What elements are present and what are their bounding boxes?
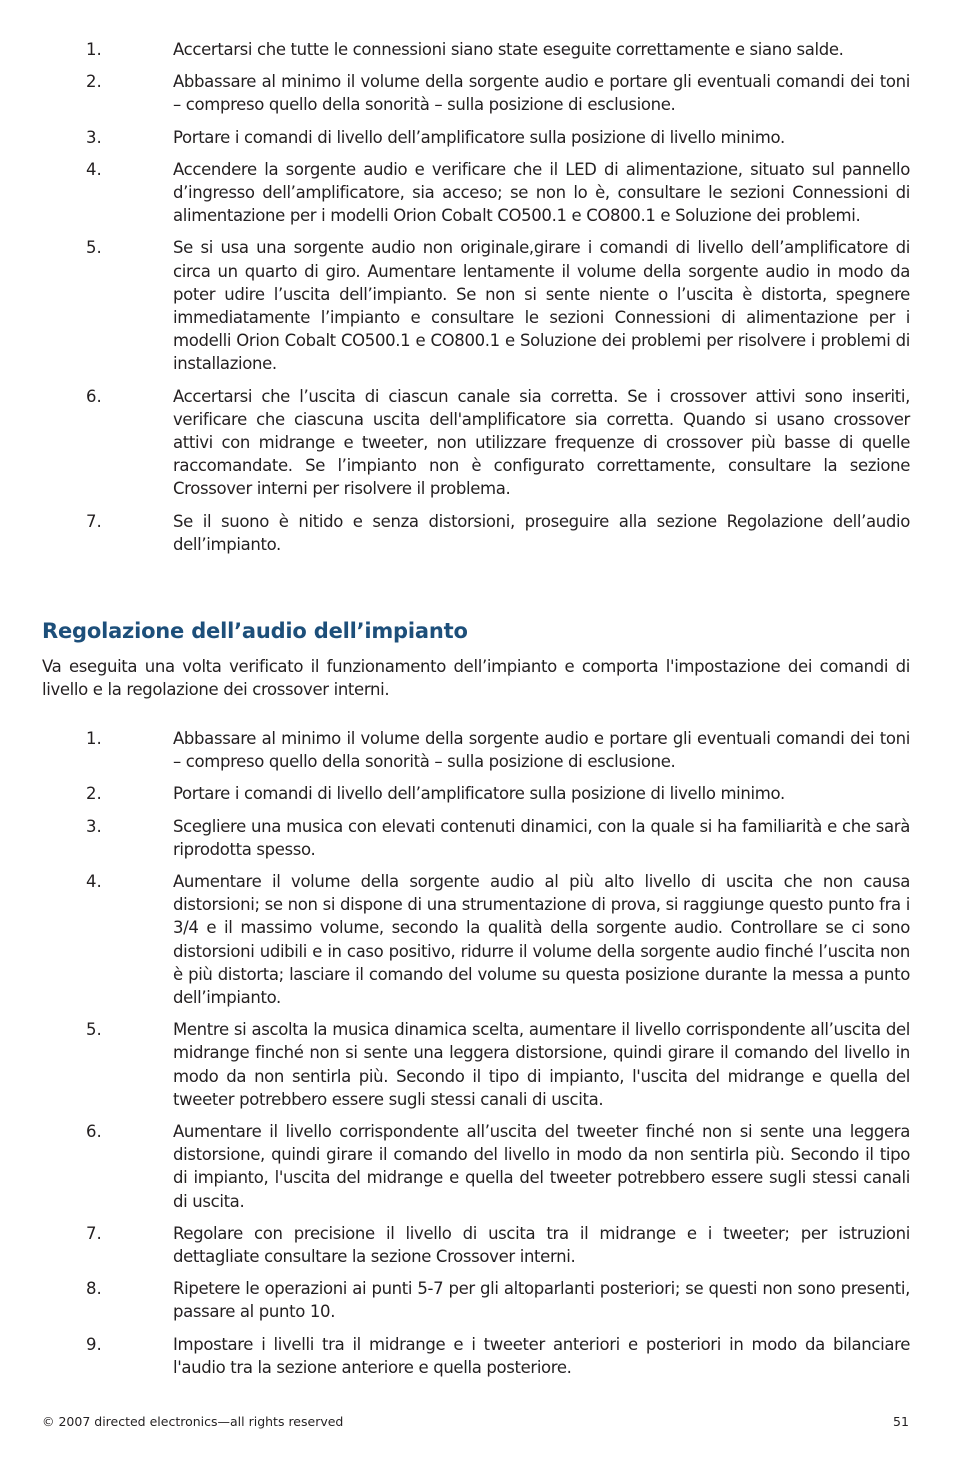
item-number: 7. [86,511,102,531]
item-number: 3. [86,816,102,836]
list-item [0,236,954,375]
item-text: Accendere la sorgente audio e verificare che il LED di alimentazione, situato sul pannello d’ingresso dell’amplificatore, sia acceso; se non lo è, consultare le sezioni Connessioni di alimentazione per i modelli Orion Cobalt CO500.1 e CO800.1 e Soluzione dei problemi. [173,159,910,226]
section-intro: Va eseguita una volta verificato il funzionamento dell’impianto e comporta l'impostazione dei comandi di livello e la regolazione dei crossover interni. [42,657,910,700]
item-text: Se si usa una sorgente audio non originale,girare i comandi di livello dell’amplificatore di circa un quarto di giro. Aumentare lentamente il volume della sorgente audio in modo da poter udire l’uscita dell’impianto. Se non si sente niente o l’uscita è distorta, spegnere immediatamente l’impianto e consultare le sezioni Connessioni di alimentazione per i modelli Orion Cobalt CO500.1 e CO800.1 e Soluzione dei problemi per risolvere i problemi di installazione. [173,238,910,374]
item-text: Accertarsi che tutte le connessioni siano state eseguite correttamente e siano salde. [173,40,844,59]
item-text: Regolare con precisione il livello di uscita tra il midrange e i tweeter; per istruzioni dettagliate consultare la sezione Crossover interni. [173,1223,910,1267]
item-text: Impostare i livelli tra il midrange e i tweeter anteriori e posteriori in modo da bilanciare l'audio tra la sezione anteriore e quella posteriore. [173,1334,910,1377]
item-number: 5. [86,1020,102,1040]
item-number: 4. [86,872,102,892]
page-number: 51 [893,1414,909,1429]
item-number: 9. [86,1334,102,1354]
list-item [0,815,954,861]
item-text: Scegliere una musica con elevati contenuti dinamici, con la quale si ha familiarità e che sarà riprodotta spesso. [173,816,910,859]
item-text: Abbassare al minimo il volume della sorgente audio e portare gli eventuali comandi dei toni – compreso quello della sonorità – sulla posizione di esclusione. [173,72,910,115]
list-item [0,727,954,773]
item-text: Accertarsi che l’uscita di ciascun canale sia corretta. Se i crossover attivi sono inseriti, verificare che ciascuna uscita dell'amplificatore sia corretta. Quando si usano crossover attivi con midrange e tweeter, non utilizzare frequenze di crossover più basse di quelle raccomandate. Se l’impianto non è configurato correttamente, consultare la sezione Crossover interni per risolvere il problema. [173,386,910,499]
list-item [0,70,954,116]
item-text: Portare i comandi di livello dell’amplificatore sulla posizione di livello minimo. [173,127,785,147]
adjustment-steps [0,727,954,1388]
list-item [0,1120,954,1213]
list-item [0,1333,954,1379]
item-number: 1. [86,40,102,59]
item-number: 1. [86,729,102,748]
item-text: Aumentare il volume della sorgente audio al più alto livello di uscita che non causa distorsioni; se non si dispone di una strumentazione di prova, si raggiunge questo punto fra i 3/4 e il massimo volume, secondo la qualità della sorgente audio. Controllare se ci sono distorsioni udibili e in caso positivo, ridurre il volume della sorgente audio finché l’uscita non è più distorta; lasciare il comando del volume su questa posizione durante la messa a punto dell’impianto. [173,872,910,1008]
checklist-steps [0,38,954,565]
list-item [0,1018,954,1111]
list-item [0,782,954,805]
item-number: 6. [86,386,102,406]
item-number: 5. [86,238,102,258]
list-item [0,870,954,1009]
section-heading: Regolazione dell’audio dell’impianto [42,619,468,643]
item-number: 2. [86,784,102,804]
item-text: Portare i comandi di livello dell’amplificatore sulla posizione di livello minimo. [173,784,785,804]
list-item [0,510,954,556]
item-number: 7. [86,1223,102,1243]
item-text: Ripetere le operazioni ai punti 5-7 per gli altoparlanti posteriori; se questi non sono presenti, passare al punto 10. [173,1279,910,1322]
list-item [0,385,954,501]
footer-copyright: © 2007 directed electronics—all rights reserved [42,1414,344,1429]
item-number: 3. [86,127,102,147]
item-text: Aumentare il livello corrispondente all’uscita del tweeter finché non si sente una leggera distorsione, quindi girare il comando del livello in modo da non sentirla più. Secondo il tipo di impianto, l'uscita del midrange e quella del tweeter potrebbero essere sugli stessi canali di uscita. [173,1122,910,1211]
list-item [0,158,954,228]
item-number: 4. [86,159,102,179]
list-item [0,38,954,61]
list-item [0,1277,954,1323]
item-text: Abbassare al minimo il volume della sorgente audio e portare gli eventuali comandi dei toni – compreso quello della sonorità – sulla posizione di esclusione. [173,729,910,772]
item-number: 6. [86,1122,102,1142]
list-item [0,126,954,149]
item-text: Se il suono è nitido e senza distorsioni, proseguire alla sezione Regolazione dell’audio dell’impianto. [173,511,910,554]
item-number: 8. [86,1279,102,1299]
list-item [0,1222,954,1268]
item-text: Mentre si ascolta la musica dinamica scelta, aumentare il livello corrispondente all’uscita del midrange finché non si sente una leggera distorsione, quindi girare il comando del livello in modo da non sentirla più. Secondo il tipo di impianto, l'uscita del midrange e quella del tweeter potrebbero essere sugli stessi canali di uscita. [173,1020,910,1109]
item-number: 2. [86,72,102,92]
